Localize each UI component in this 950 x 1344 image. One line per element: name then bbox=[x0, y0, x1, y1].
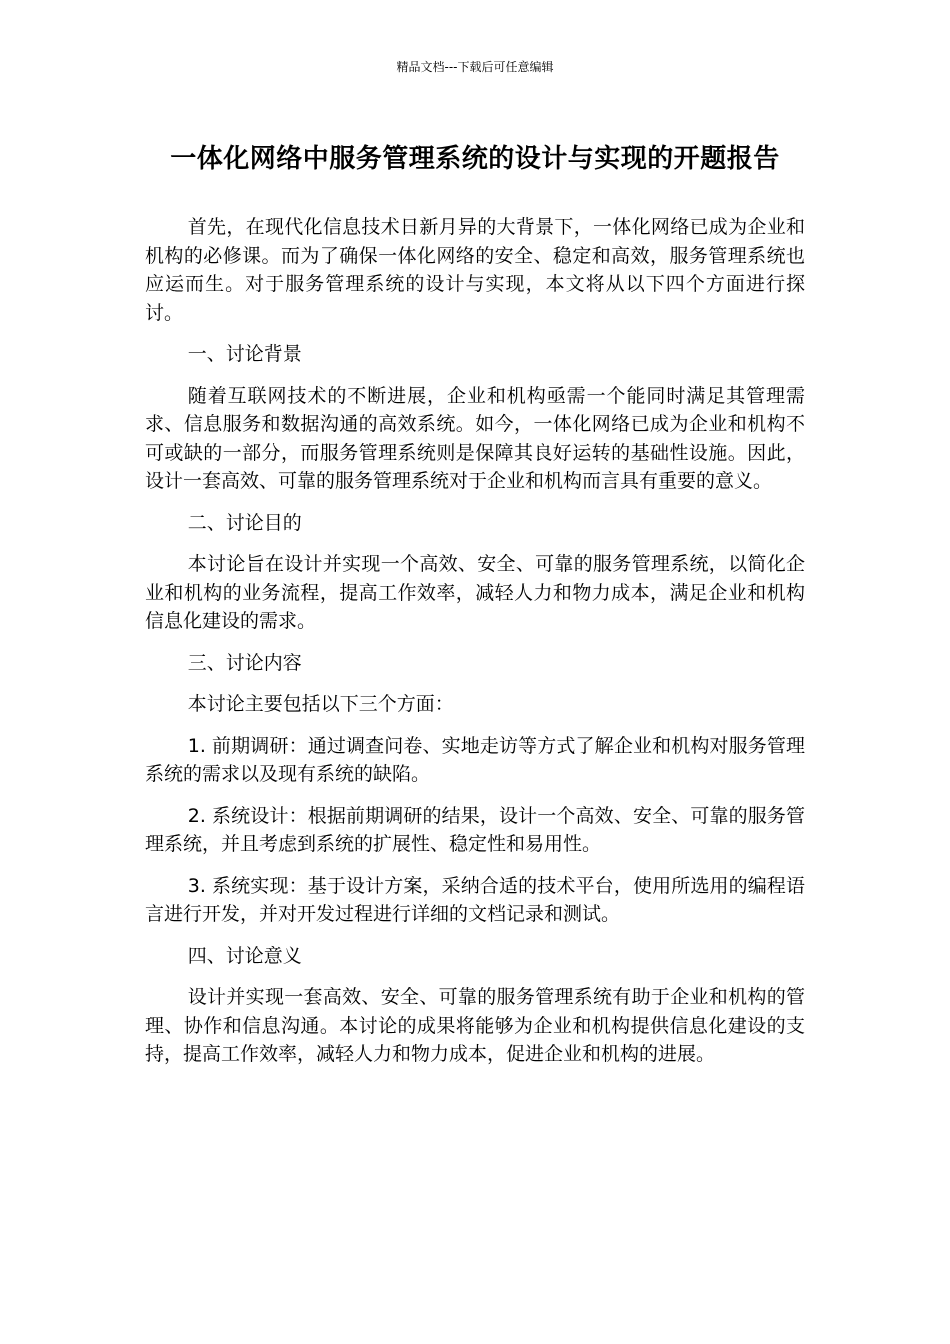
section-heading-significance: 四、讨论意义 bbox=[187, 944, 302, 967]
section-heading-background: 一、讨论背景 bbox=[187, 343, 302, 365]
section-heading-purpose: 二、讨论目的 bbox=[187, 511, 302, 534]
paragraph-background: 随着互联网技术的不断进展，企业和机构亟需一个能同时满足其管理需求、信息服务和数据沟通的高效系统。如今，一体化网络已成为企业和机构不可或缺的一部分，而服务管理系统则是保障其良好运转的基础性设施。因此，设计一套高效、可靠的服务管理系统对于企业和机构而言具有重要的意义。 bbox=[145, 384, 805, 492]
paragraph-purpose: 本讨论旨在设计并实现一个高效、安全、可靠的服务管理系统，以简化企业和机构的业务流程，提高工作效率，减轻人力和物力成本，满足企业和机构信息化建设的需求。 bbox=[145, 553, 805, 632]
section-heading-content: 三、讨论内容 bbox=[187, 651, 302, 674]
list-item-design: 2. 系统设计：根据前期调研的结果，设计一个高效、安全、可靠的服务管理系统，并且考虑到系统的扩展性、稳定性和易用性。 bbox=[145, 804, 805, 855]
document-title: 一体化网络中服务管理系统的设计与实现的开题报告 bbox=[170, 144, 780, 174]
header-note: 精品文档---下载后可任意编辑 bbox=[396, 60, 554, 74]
list-item-research: 1. 前期调研：通过调查问卷、实地走访等方式了解企业和机构对服务管理系统的需求以及现有系统的缺陷。 bbox=[145, 734, 805, 785]
paragraph-content-intro: 本讨论主要包括以下三个方面： bbox=[187, 693, 454, 715]
document-body bbox=[145, 213, 805, 1082]
paragraph-significance: 设计并实现一套高效、安全、可靠的服务管理系统有助于企业和机构的管理、协作和信息沟通。本讨论的成果将能够为企业和机构提供信息化建设的支持，提高工作效率，减轻人力和物力成本，促进企业和机构的进展。 bbox=[145, 986, 805, 1065]
list-item-implementation: 3. 系统实现：基于设计方案，采纳合适的技术平台，使用所选用的编程语言进行开发，并对开发过程进行详细的文档记录和测试。 bbox=[145, 874, 805, 925]
paragraph-intro: 首先，在现代化信息技术日新月异的大背景下，一体化网络已成为企业和机构的必修课。而为了确保一体化网络的安全、稳定和高效，服务管理系统也应运而生。对于服务管理系统的设计与实现，本文将从以下四个方面进行探讨。 bbox=[145, 216, 805, 324]
